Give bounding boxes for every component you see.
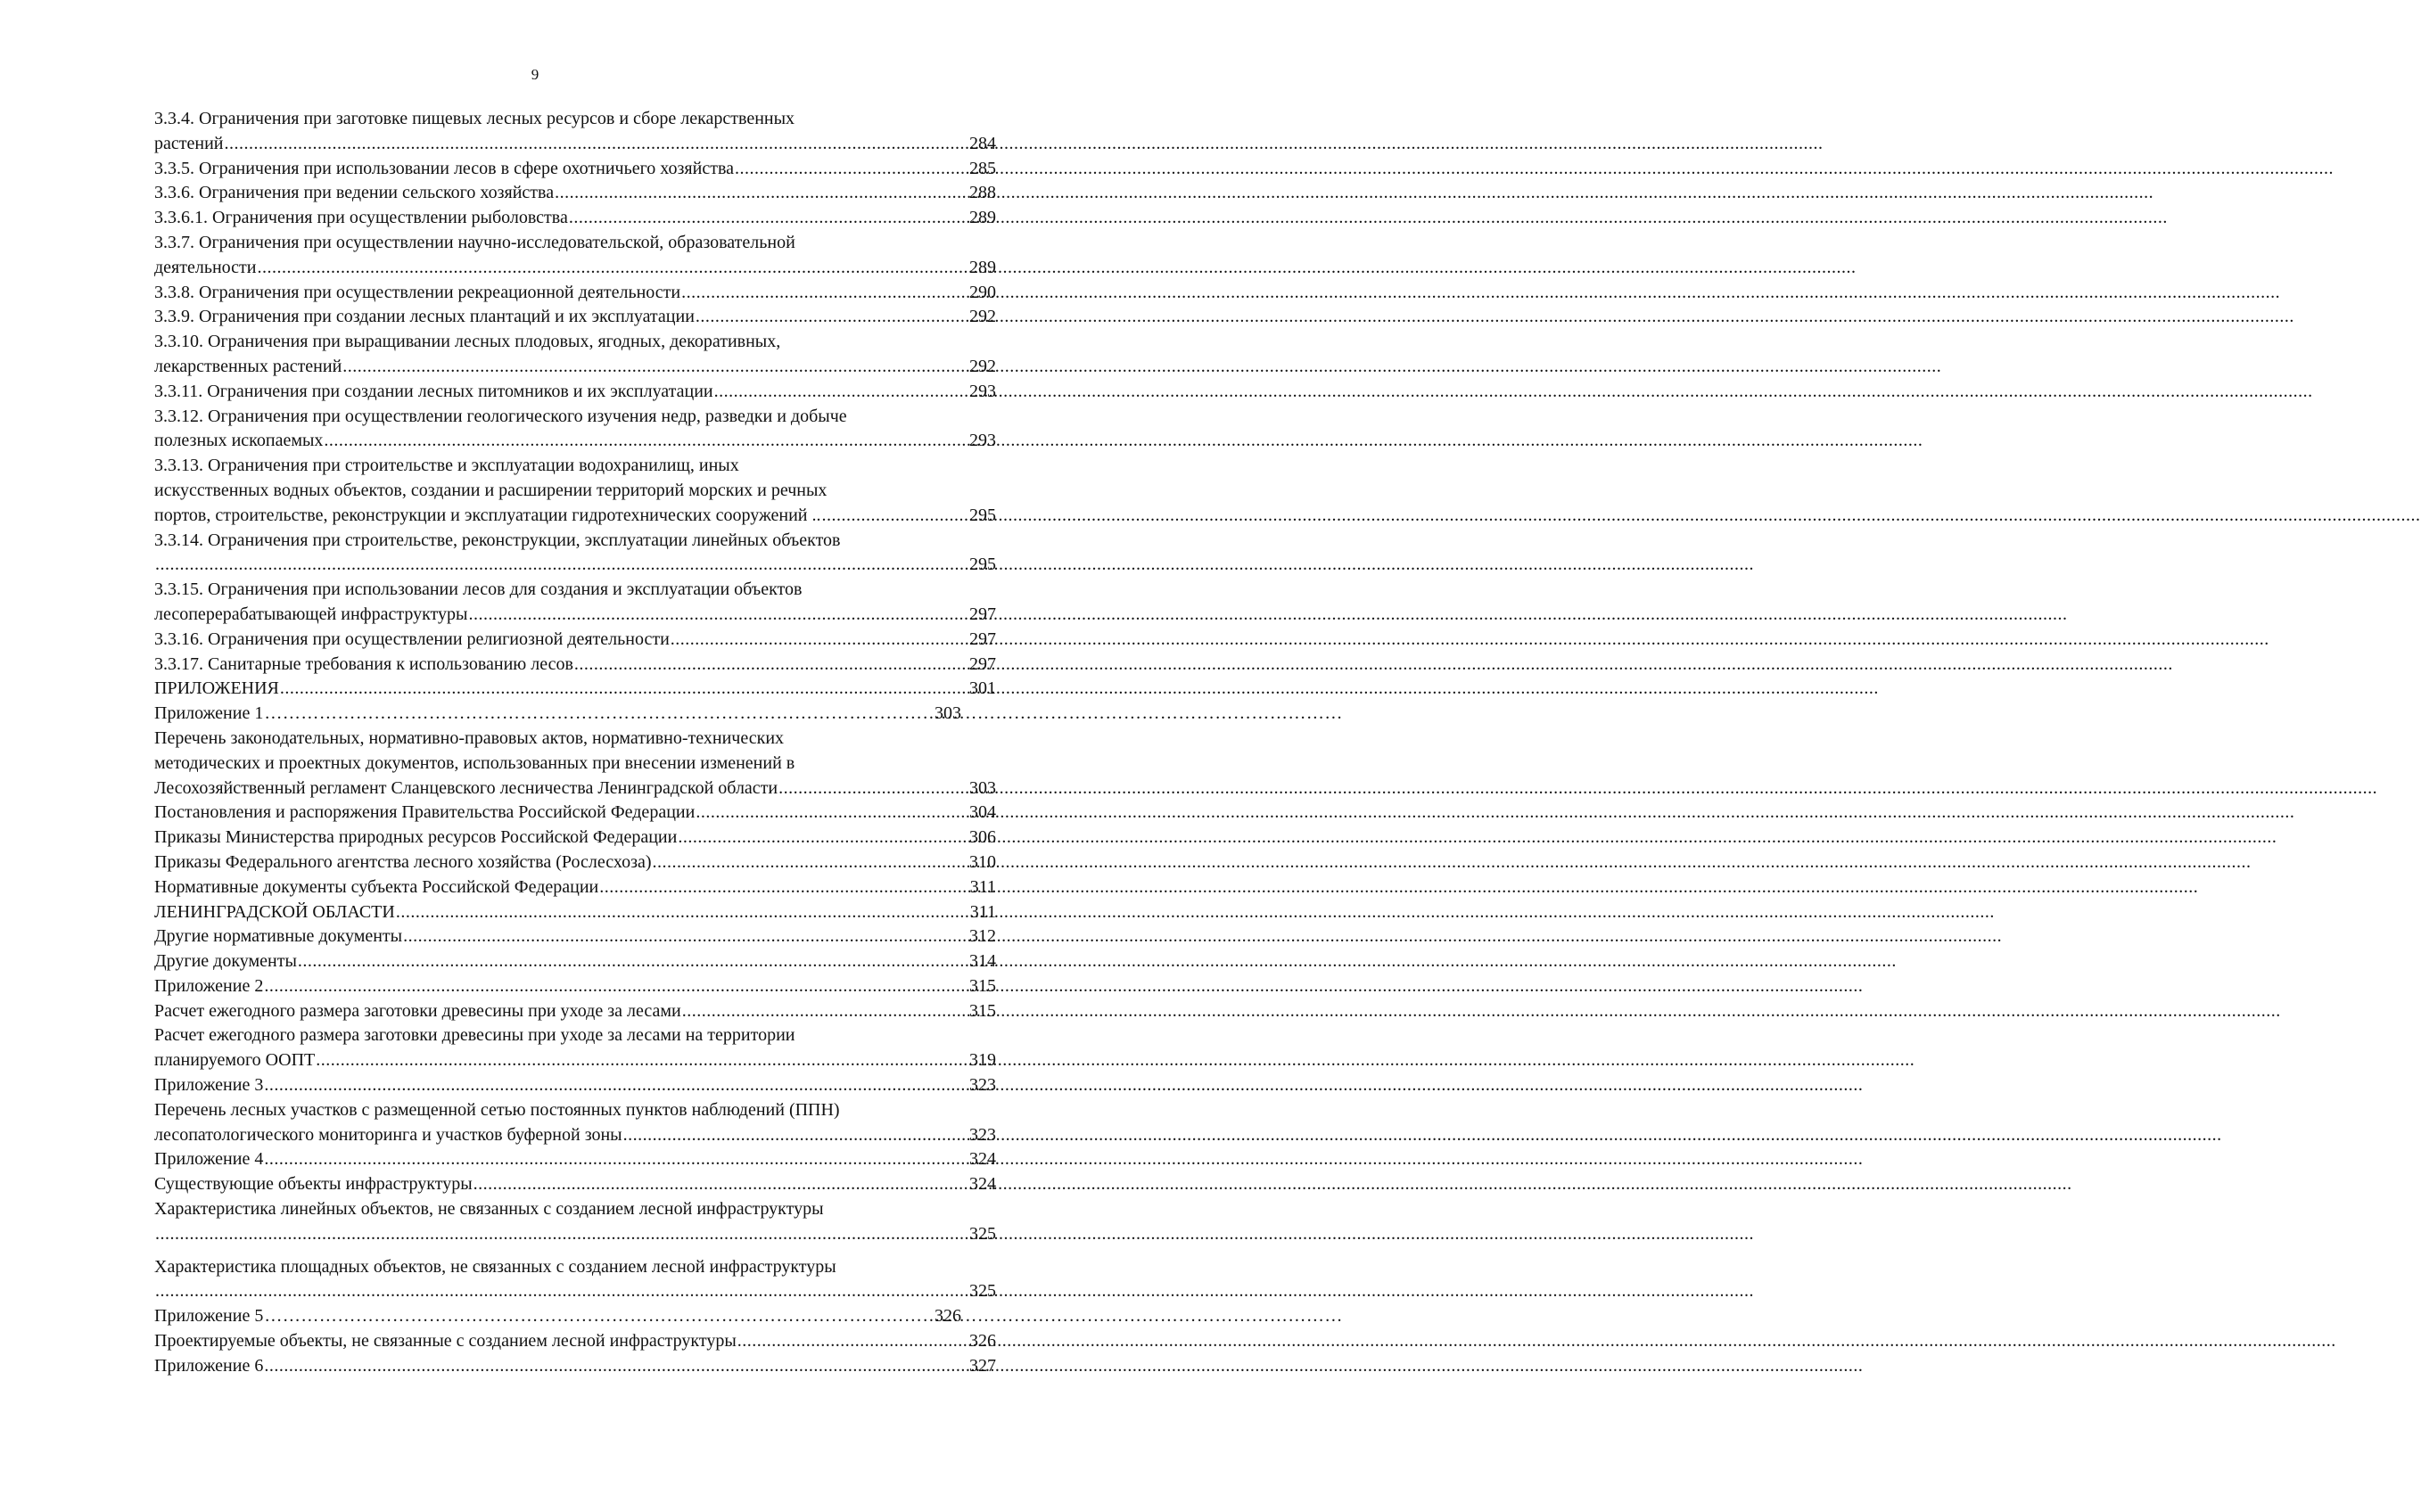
toc-entry [154, 107, 996, 157]
toc-entry-row [154, 1222, 996, 1247]
toc-entry [154, 1329, 996, 1354]
toc-page-number: 324 [969, 1149, 996, 1170]
toc-page-number: 310 [969, 851, 996, 872]
toc-entry [154, 801, 996, 826]
toc-entry-line: 3.3.10. Ограничения при выращивании лесных плодовых, ягодных, декоративных, [154, 332, 781, 352]
toc-entry-title: Приложение 2 [154, 975, 264, 996]
toc-page-number: 292 [969, 307, 996, 327]
toc-entry-title: Нормативные документы субъекта Российской Федерации [154, 876, 599, 897]
toc-entry-title: Приложение 4 [154, 1149, 264, 1170]
toc-entry [154, 1023, 996, 1073]
toc-entry [154, 924, 996, 949]
toc-entry-line: 3.3.4. Ограничения при заготовке пищевых лесных ресурсов и сборе лекарственных [154, 109, 795, 128]
toc-entry-row [154, 628, 996, 653]
dot-leader [821, 504, 970, 529]
toc-page-number: 323 [969, 1075, 996, 1096]
dot-leader [713, 380, 969, 405]
toc-page-number: 311 [969, 876, 996, 897]
toc-entry-title: полезных ископаемых [154, 431, 324, 451]
toc-entry-title: растений [154, 133, 224, 153]
dot-leader [680, 281, 969, 306]
toc-entry-title: 3.3.11. Ограничения при создании лесных питомников и их эксплуатации [154, 381, 713, 401]
toc-entry-title: ПРИЛОЖЕНИЯ [154, 678, 279, 699]
toc-page-number: 326 [935, 1306, 961, 1327]
toc-page-number: 284 [969, 133, 996, 153]
dot-leader [677, 826, 969, 850]
toc-entry-row [154, 181, 996, 206]
toc-page-number: 297 [969, 604, 996, 624]
toc-page-number: 315 [969, 1000, 996, 1021]
toc-page-number: 327 [969, 1355, 996, 1376]
toc-page-number: 285 [969, 158, 996, 178]
toc-entry [154, 206, 996, 231]
dot-leader [263, 1073, 969, 1098]
toc-entry-title: 3.3.6.1. Ограничения при осуществлении рыболовства [154, 208, 568, 228]
dot-leader [778, 777, 969, 801]
toc-entry-row [154, 1073, 996, 1098]
dot-leader [154, 553, 969, 578]
toc-entry [154, 529, 996, 579]
toc-entry-title: ЛЕНИНГРАДСКОЙ ОБЛАСТИ [154, 901, 395, 922]
dot-leader [554, 181, 969, 206]
toc-entry-title: 3.3.16. Ограничения при осуществлении религиозной деятельности [154, 629, 670, 649]
dot-leader [154, 1279, 969, 1304]
toc-entry-line: 3.3.14. Ограничения при строительстве, реконструкции, эксплуатации линейных объектов [154, 530, 841, 550]
dot-leader [263, 702, 935, 727]
toc-entry-line: 3.3.7. Ограничения при осуществлении научно-исследовательской, образовательной [154, 232, 795, 252]
dot-leader [734, 157, 969, 182]
toc-page-number: 293 [969, 431, 996, 451]
toc-entry-line: 3.3.13. Ограничения при строительстве и эксплуатации водохранилищ, иных [154, 456, 739, 476]
dot-leader [568, 206, 969, 231]
toc-page-number: 325 [969, 1223, 996, 1244]
toc-page-number: 315 [969, 975, 996, 996]
toc-page-number: 289 [969, 257, 996, 277]
toc-entry-row [154, 801, 996, 826]
dot-leader [323, 429, 969, 454]
toc-entry-row [154, 1354, 996, 1379]
toc-entry-line: 3.3.15. Ограничения при использовании лесов для создания и эксплуатации объектов [154, 579, 803, 600]
spacer [154, 1247, 996, 1255]
table-of-contents [154, 107, 996, 1379]
dot-leader [598, 875, 969, 900]
toc-entry-row [154, 999, 996, 1024]
toc-page-number: 290 [969, 282, 996, 302]
toc-entry [154, 875, 996, 900]
toc-entry-row [154, 206, 996, 231]
toc-entry-row [154, 380, 996, 405]
toc-entry-title: планируемого ООПТ [154, 1050, 316, 1071]
toc-entry-title: Расчет ежегодного размера заготовки древесины при уходе за лесами [154, 1000, 681, 1021]
toc-entry [154, 1354, 996, 1379]
toc-entry-row [154, 1304, 961, 1329]
toc-page-number: 314 [969, 951, 996, 972]
dot-leader [154, 1222, 969, 1247]
toc-entry [154, 653, 996, 678]
document-page [0, 0, 1070, 1512]
dot-leader [652, 850, 969, 875]
toc-entry-title: лесопатологического мониторинга и участков буферной зоны [154, 1124, 622, 1145]
toc-entry-row [154, 553, 996, 578]
toc-entry-line: искусственных водных объектов, создании и расширении территорий морских и речных [154, 480, 828, 500]
toc-page-number: 295 [969, 505, 996, 525]
dot-leader [573, 653, 969, 678]
toc-entry-row [154, 1172, 996, 1197]
toc-entry-title: 3.3.17. Санитарные требования к использованию лесов [154, 653, 573, 674]
toc-entry-title: Проектируемые объекты, не связанные с созданием лесной инфраструктуры [154, 1331, 737, 1352]
toc-entry-line: Характеристика линейных объектов, не связанных с созданием лесной инфраструктуры [154, 1199, 824, 1220]
toc-entry-title: Приказы Федерального агентства лесного хозяйства (Рослесхоза) [154, 851, 652, 872]
toc-entry [154, 380, 996, 405]
dot-leader [263, 1354, 969, 1379]
toc-entry [154, 578, 996, 628]
toc-entry [154, 330, 996, 380]
toc-entry-line: Расчет ежегодного размера заготовки древесины при уходе за лесами на территории [154, 1025, 795, 1046]
toc-entry [154, 826, 996, 850]
dot-leader [395, 900, 970, 925]
toc-entry-line: 3.3.12. Ограничения при осуществлении геологического изучения недр, разведки и добыче [154, 406, 847, 426]
dot-leader [695, 305, 969, 330]
toc-entry-line: методических и проектных документов, использованных при внесении изменений в [154, 752, 795, 773]
toc-entry [154, 454, 996, 528]
toc-page-number: 323 [969, 1124, 996, 1145]
toc-entry-row [154, 949, 996, 974]
toc-page-number: 303 [935, 703, 961, 724]
toc-entry [154, 1098, 996, 1148]
dot-leader [622, 1123, 969, 1148]
toc-page-number: 295 [969, 555, 996, 575]
toc-entry [154, 702, 996, 727]
toc-page-number: 325 [969, 1281, 996, 1302]
dot-leader [223, 132, 969, 157]
toc-entry-row [154, 355, 996, 380]
dot-leader [737, 1329, 969, 1354]
toc-entry [154, 900, 996, 925]
dot-leader [467, 603, 969, 628]
toc-entry-title: Другие документы [154, 951, 297, 972]
dot-leader [263, 1147, 969, 1172]
dot-leader [297, 949, 969, 974]
toc-entry-title: деятельности [154, 257, 257, 277]
toc-entry [154, 405, 996, 455]
toc-entry-row [154, 702, 961, 727]
toc-page-number: 306 [969, 827, 996, 848]
toc-entry [154, 231, 996, 281]
toc-entry-title: 3.3.8. Ограничения при осуществлении рекреационной деятельности [154, 282, 681, 302]
toc-entry [154, 1304, 996, 1329]
dot-leader [402, 924, 969, 949]
toc-entry-row [154, 132, 996, 157]
toc-entry-row [154, 777, 996, 801]
toc-entry-line: Перечень лесных участков с размещенной сетью постоянных пунктов наблюдений (ППН) [154, 1099, 840, 1120]
toc-page-number: 304 [969, 802, 996, 823]
toc-entry-title: Другие нормативные документы [154, 926, 403, 947]
toc-page-number: 293 [969, 381, 996, 401]
toc-entry-row [154, 1279, 996, 1304]
toc-entry-row [154, 653, 996, 678]
page-number: 9 [531, 66, 539, 83]
toc-page-number: 326 [969, 1331, 996, 1352]
toc-entry-row [154, 256, 996, 281]
toc-page-number: 288 [969, 183, 996, 203]
dot-leader [257, 256, 970, 281]
toc-entry-row [154, 924, 996, 949]
toc-entry-row [154, 826, 996, 850]
toc-entry-row [154, 1123, 996, 1148]
toc-entry-title: Существующие объекты инфраструктуры [154, 1174, 473, 1195]
toc-entry-title: 3.3.9. Ограничения при создании лесных плантаций и их эксплуатации [154, 307, 695, 327]
toc-entry [154, 677, 996, 702]
toc-entry [154, 1172, 996, 1197]
toc-page-number: 292 [969, 356, 996, 376]
toc-entry-title: Приказы Министерства природных ресурсов Российской Федерации [154, 827, 678, 848]
toc-entry-row [154, 504, 996, 529]
toc-entry-row [154, 900, 996, 925]
toc-page-number: 312 [969, 926, 996, 947]
toc-entry-line: Характеристика площадных объектов, не связанных с созданием лесной инфраструктуры [154, 1256, 836, 1277]
toc-entry-row [154, 603, 996, 628]
toc-page-number: 324 [969, 1174, 996, 1195]
toc-entry [154, 1197, 996, 1247]
toc-entry-row [154, 157, 996, 182]
toc-entry-row [154, 875, 996, 900]
toc-entry [154, 1073, 996, 1098]
toc-entry [154, 157, 996, 182]
toc-page-number: 319 [969, 1050, 996, 1071]
toc-entry-row [154, 281, 996, 306]
toc-page-number: 303 [969, 777, 996, 798]
toc-entry [154, 628, 996, 653]
toc-entry-row [154, 974, 996, 999]
toc-entry [154, 1147, 996, 1172]
toc-entry [154, 181, 996, 206]
toc-entry [154, 1255, 996, 1305]
toc-entry-title: лекарственных растений [154, 356, 342, 376]
toc-entry-row [154, 677, 996, 702]
toc-entry-title: портов, строительстве, реконструкции и эксплуатации гидротехнических сооружений .. [154, 505, 821, 525]
toc-page-number: 301 [969, 678, 996, 699]
toc-entry [154, 850, 996, 875]
dot-leader [263, 1304, 935, 1329]
toc-entry-title: Приложение 6 [154, 1355, 264, 1376]
dot-leader [279, 677, 969, 702]
toc-page-number: 289 [969, 208, 996, 228]
toc-entry-title: Лесохозяйственный регламент Сланцевского лесничества Ленинградской области [154, 777, 778, 798]
dot-leader [342, 355, 969, 380]
toc-entry-row [154, 850, 996, 875]
dot-leader [670, 628, 969, 653]
toc-page-number: 311 [969, 901, 996, 922]
toc-entry-title: 3.3.5. Ограничения при использовании лесов в сфере охотничьего хозяйства [154, 158, 734, 178]
dot-leader [263, 974, 969, 999]
toc-entry-row [154, 1329, 996, 1354]
toc-entry-title: 3.3.6. Ограничения при ведении сельского хозяйства [154, 183, 555, 203]
toc-entry-row [154, 1048, 996, 1073]
toc-entry [154, 281, 996, 306]
toc-entry-title: лесоперерабатывающей инфраструктуры [154, 604, 468, 624]
dot-leader [473, 1172, 969, 1197]
toc-entry [154, 974, 996, 999]
toc-entry-row [154, 305, 996, 330]
toc-entry-row [154, 429, 996, 454]
toc-entry-row [154, 1147, 996, 1172]
dot-leader [315, 1048, 969, 1073]
dot-leader [681, 999, 969, 1024]
toc-entry-title: Приложение 3 [154, 1075, 264, 1096]
dot-leader [695, 801, 969, 826]
toc-entry [154, 949, 996, 974]
toc-page-number: 297 [969, 653, 996, 674]
toc-entry [154, 999, 996, 1024]
toc-entry-title: Приложение 1 [154, 703, 264, 724]
toc-entry [154, 727, 996, 801]
toc-entry-title: Постановления и распоряжения Правительства Российской Федерации [154, 802, 696, 823]
toc-entry [154, 305, 996, 330]
toc-entry-line: Перечень законодательных, нормативно-правовых актов, нормативно-технических [154, 727, 785, 748]
toc-page-number: 297 [969, 629, 996, 649]
toc-entry-title: Приложение 5 [154, 1306, 264, 1327]
